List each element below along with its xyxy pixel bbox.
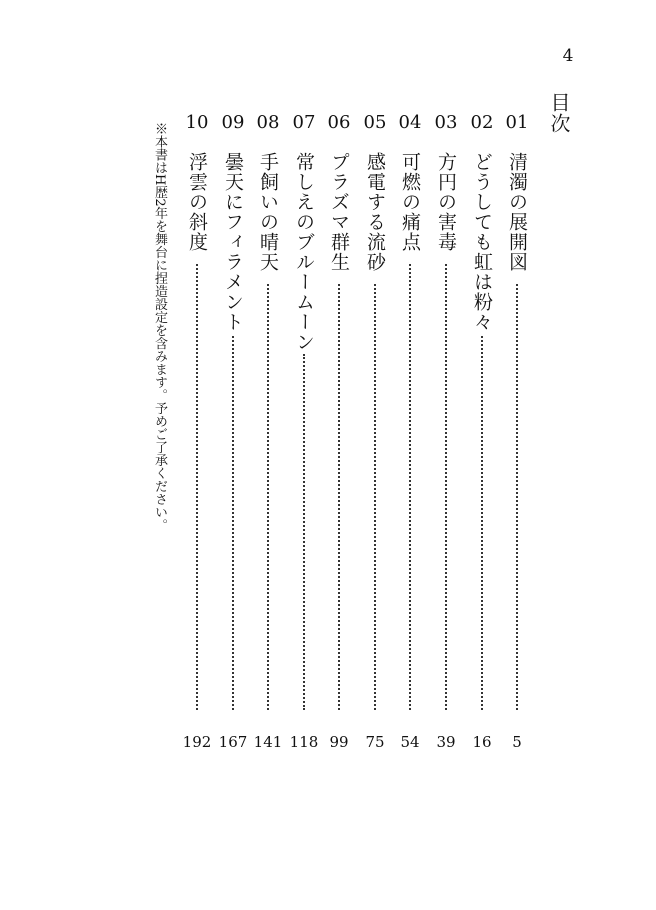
- entry-title: 清濁の展開図: [506, 152, 528, 272]
- toc-entry-05[interactable]: [360, 112, 390, 762]
- leader-dots: [374, 284, 376, 710]
- leader-dots: [445, 264, 447, 710]
- entry-title: 可燃の痛点: [399, 152, 421, 252]
- toc-entry-10[interactable]: [182, 112, 212, 762]
- entry-title: 感電する流砂: [364, 152, 386, 272]
- entry-title: 手飼いの晴天: [257, 152, 279, 272]
- toc-entry-03[interactable]: [431, 112, 461, 762]
- entry-page: 39: [436, 733, 456, 751]
- entry-page: 16: [472, 733, 492, 751]
- page-number: 4: [562, 46, 574, 66]
- entry-page: 192: [182, 733, 212, 751]
- entry-page: 75: [365, 733, 385, 751]
- entry-number: 09: [221, 112, 245, 133]
- page-title: 目次: [547, 92, 571, 134]
- entry-page: 141: [253, 733, 283, 751]
- entry-title: 方円の害毒: [435, 152, 457, 252]
- leader-dots: [232, 336, 234, 710]
- entry-title: プラズマ群生: [328, 152, 350, 272]
- entry-page: 118: [289, 733, 319, 751]
- entry-number: 02: [470, 112, 494, 133]
- entry-page: 99: [329, 733, 349, 751]
- disclaimer-note: ※本書はH歴2年を舞台に捏造設定を含みます。予めご了承ください。: [152, 122, 167, 532]
- entry-title: 曇天にフィラメント: [222, 152, 244, 332]
- entry-number: 10: [185, 112, 209, 133]
- toc-entry-06[interactable]: [324, 112, 354, 762]
- leader-dots: [409, 264, 411, 710]
- leader-dots: [267, 284, 269, 710]
- entry-title: 常しえのブルームーン: [293, 152, 315, 352]
- entry-page: 5: [512, 733, 522, 751]
- entry-number: 04: [398, 112, 422, 133]
- entry-number: 01: [505, 112, 529, 133]
- leader-dots: [516, 284, 518, 710]
- leader-dots: [338, 284, 340, 710]
- entry-number: 07: [292, 112, 316, 133]
- entry-number: 03: [434, 112, 458, 133]
- entry-page: 54: [400, 733, 420, 751]
- toc-entry-08[interactable]: [253, 112, 283, 762]
- entry-page: 167: [218, 733, 248, 751]
- entry-number: 08: [256, 112, 280, 133]
- toc-entry-07[interactable]: [289, 112, 319, 762]
- leader-dots: [481, 336, 483, 710]
- toc-entry-04[interactable]: [395, 112, 425, 762]
- entry-title: 浮雲の斜度: [186, 152, 208, 252]
- leader-dots: [196, 264, 198, 710]
- toc-entry-01[interactable]: [502, 112, 532, 762]
- entry-number: 06: [327, 112, 351, 133]
- leader-dots: [303, 354, 305, 710]
- toc-entry-09[interactable]: [218, 112, 248, 762]
- entry-number: 05: [363, 112, 387, 133]
- toc-entry-02[interactable]: [467, 112, 497, 762]
- entry-title: どうしても虹は粉々: [471, 152, 493, 332]
